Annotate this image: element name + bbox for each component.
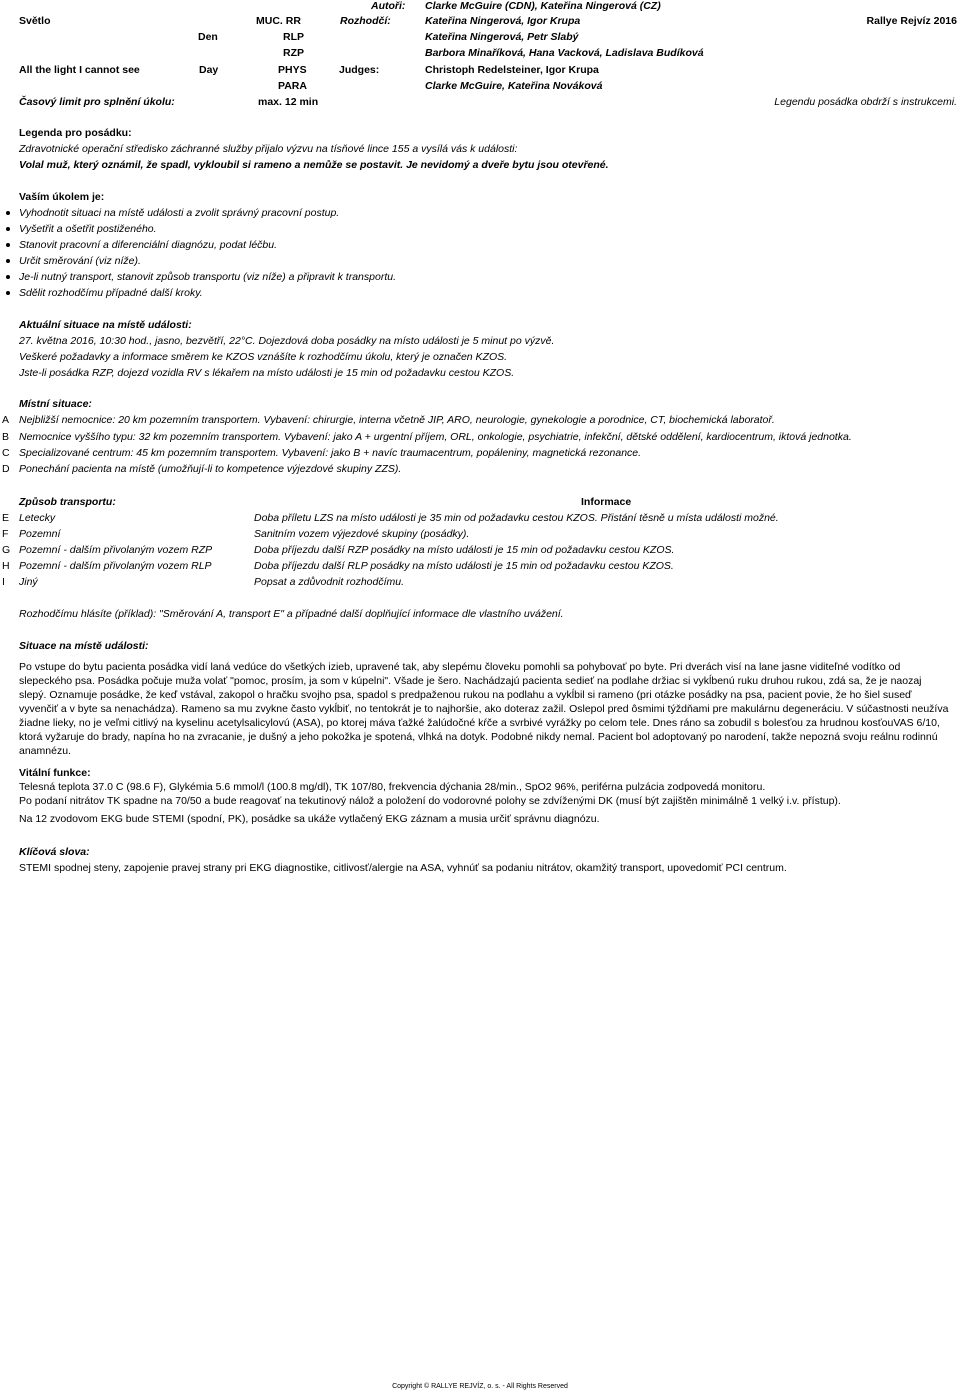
list-item: Vyšetřit a ošetřit postiženého. [19,223,157,235]
legend-line-2: Volal muž, který oznámil, že spadl, vykloubil si rameno a nemůže se postavit. Je nevidomý a dveře bytu jsou otevřené. [19,159,609,171]
svetlo-label: Světlo [19,15,51,27]
authors-names: Clarke McGuire (CDN), Kateřina Ningerová (CZ) [425,0,661,12]
bullet-icon [6,243,10,247]
vitals-line: Na 12 zvodovom EKG bude STEMI (spodní, PK), posádke sa ukáže vytlačený EKG záznam a musia určiť správnu diagnózu. [19,813,600,825]
code-label: MUC. RR [256,15,301,27]
info-title: Informace [581,496,632,508]
list-item: Sdělit rozhodčímu případné další kroky. [19,287,203,299]
keywords-text: STEMI spodnej steny, zapojenie pravej strany pri EKG diagnostike, citlivosť/alergie na ASA, vyhnúť sa podaniu nitrátov, okamžitý transport, upovedomiť PCI centrum. [19,862,787,874]
list-item: Stanovit pracovní a diferenciální diagnózu, podat léčbu. [19,239,278,251]
time-limit-label: Časový limit pro splnění úkolu: [19,96,175,108]
title-en: All the light I cannot see [19,64,140,76]
referees-names: Kateřina Ningerová, Igor Krupa [425,15,581,27]
judges-label: Judges: [339,64,380,76]
rally-title: Rallye Rejvíz 2016 [866,15,957,27]
transport-info: Sanitním vozem výjezdové skupiny (posádky). [254,528,470,540]
row-letter: I [2,576,5,588]
copyright-footer: Copyright © RALLYE REJVÍZ, o. s. - All Rights Reserved [392,1383,568,1390]
para-names: Clarke McGuire, Kateřina Nováková [425,80,603,92]
vitals-line: Telesná teplota 37.0 C (98.6 F), Glykémia 5.6 mmol/l (100.8 mg/dl), TK 107/80, frekvencia dýchania 28/min., SpO2 96%, periférna pulzácia zodpovedá monitoru. [19,781,766,793]
tasks-title: Vaším úkolem je: [19,191,105,203]
transport-info: Doba příletu LZS na místo události je 35 min od požadavku cestou KZOS. Přistání těsně u místa události možné. [254,512,779,524]
transport-mode: Letecky [19,512,56,524]
referees-label: Rozhodčí: [340,15,391,27]
list-item: Určit směrování (viz níže). [19,255,141,267]
row-letter: B [2,431,10,443]
transport-info: Doba příjezdu další RZP posádky na místo události je 15 min od požadavku cestou KZOS. [254,544,675,556]
list-item: Vyhodnotit situaci na místě události a zvolit správný pracovní postup. [19,207,340,219]
rlp-label: RLP [283,31,304,43]
phys-names: Christoph Redelsteiner, Igor Krupa [425,64,599,76]
row-letter: C [2,447,10,459]
vitals-title: Vitální funkce: [19,767,91,779]
row-letter: A [2,414,10,426]
transport-mode: Pozemní - dalším přivolaným vozem RZP [19,544,213,556]
transport-info: Popsat a zdůvodnit rozhodčímu. [254,576,405,588]
bullet-icon [6,259,10,263]
transport-mode: Pozemní - dalším přivolaným vozem RLP [19,560,212,572]
situation-line: Jste-li posádka RZP, dojezd vozidla RV s lékařem na místo události je 15 min od požadavku cestou KZOS. [19,367,515,379]
transport-title: Způsob transportu: [19,496,116,508]
situation-line: Veškeré požadavky a informace směrem ke KZOS vznášíte k rozhodčímu úkolu, který je označen KZOS. [19,351,508,363]
row-letter: E [2,512,10,524]
legend-line-1: Zdravotnické operační středisko záchranné služby přijalo výzvu na tísňové lince 155 a vysílá vás k události: [19,143,518,155]
local-item: Specializované centrum: 45 km pozemním transportem. Vybavení: jako B + navíc traumacentrum, popáleniny, magnetická rezonance. [19,447,642,459]
rzp-label: RZP [283,47,304,59]
legend-title: Legenda pro posádku: [19,127,132,139]
vitals-line: Po podaní nitrátov TK spadne na 70/50 a bude reagovať na tekutinový nálož a položení do vodorovné polohy se zdvíženými DK (musí být zajištěn minimálně 1 velký i.v. přístup). [19,795,841,807]
situation-title: Aktuální situace na místě události: [19,319,192,331]
local-item: Nemocnice vyššího typu: 32 km pozemním transportem. Vybavení: jako A + urgentní příjem, ORL, onkologie, psychiatrie, infekční, dětské oddělení, kardiocentrum, iktová jednotka. [19,431,852,443]
bullet-icon [6,211,10,215]
bullet-icon [6,275,10,279]
row-letter: D [2,463,10,475]
local-item: Nejbližší nemocnice: 20 km pozemním transportem. Vybavení: chirurgie, interna včetně JIP, ARO, neurologie, gynekologie a porodnice, CT, biochemická laboratoř. [19,414,775,426]
bullet-icon [6,291,10,295]
transport-mode: Jiný [19,576,38,588]
row-letter: H [2,560,10,572]
phys-label: PHYS [278,64,307,76]
den-label: Den [198,31,218,43]
bullet-icon [6,227,10,231]
para-label: PARA [278,80,307,92]
keywords-title: Klíčová slova: [19,846,90,858]
local-item: Ponechání pacienta na místě (umožňují-li to kompetence výjezdové skupiny ZZS). [19,463,402,475]
local-title: Místní situace: [19,398,92,410]
legend-note: Legendu posádka obdrží s instrukcemi. [774,96,957,108]
list-item: Je-li nutný transport, stanovit způsob transportu (viz níže) a připravit k transportu. [19,271,397,283]
situation-line: 27. května 2016, 10:30 hod., jasno, bezvětří, 22°C. Dojezdová doba posádky na místo události je 5 minut po výzvě. [19,335,555,347]
transport-mode: Pozemní [19,528,61,540]
time-limit-value: max. 12 min [258,96,319,108]
referee-note: Rozhodčímu hlásíte (příklad): "Směrování A, transport E" a případné další doplňující informace dle vlastního uvážení. [19,608,564,620]
scene-title: Situace na místě události: [19,640,149,652]
rlp-names: Kateřina Ningerová, Petr Slabý [425,31,579,43]
row-letter: F [2,528,9,540]
transport-info: Doba příjezdu další RLP posádky na místo události je 15 min od požadavku cestou KZOS. [254,560,674,572]
scene-text: Po vstupe do bytu pacienta posádka vidí laná vedúce do všetkých izieb, upravené tak, aby slepému človeku pomohli sa pohybovať po byte. Pri dverách visí na lane jasne viditeľné vodítko od slepeckého psa. Posádka počuje muža volať "pomoc, prosím, ja som v kúpelni". Všade je šero. Nachádzajú pacienta sedieť na podlahe držiac si vykĺbenú ruku druhou rukou, zdá sa, že je naozaj slepý. Oznamuje posádke, že keď vstával, zakopol o hračku svojho psa, spadol s predpaženou rukou na podlahu a vykĺbil si rameno (pri otázke posádky na psa, pacient povie, že ho šiel suseď vyvenčiť a v byte sa nenachádza). Rameno sa mu zvykne často vykĺbiť, no tentokrát je to najhoršie, ako doteraz zažil. Oslepol pred ôsmimi týždňami pre makulárnu degeneráciu. V súčastnosti neužíva žiadne lieky, no je veľmi citlivý na kyselinu acetylsalicylovú (ASA), po ktorej máva ťažké žalúdočné kŕče a svrbivé vyrážky po celom tele. Dnes ráno sa zobudil s bolesťou za hrudnou kosťouVAS 6/10, ktorá vyžaruje do brady, napína ho na zvracanie, je dušný a jeho pokožka je spotená, vlhká na dotyk. Podobné nikdy nemal. Pacient bol adoptovaný po narodení, takže nepozná svoju reálnu rodinnú anamnézu. [19,661,949,757]
day-label: Day [199,64,219,76]
rzp-names: Barbora Minaříková, Hana Vacková, Ladislava Budíková [425,47,704,59]
row-letter: G [2,544,11,556]
authors-label: Autoři: [371,0,406,12]
